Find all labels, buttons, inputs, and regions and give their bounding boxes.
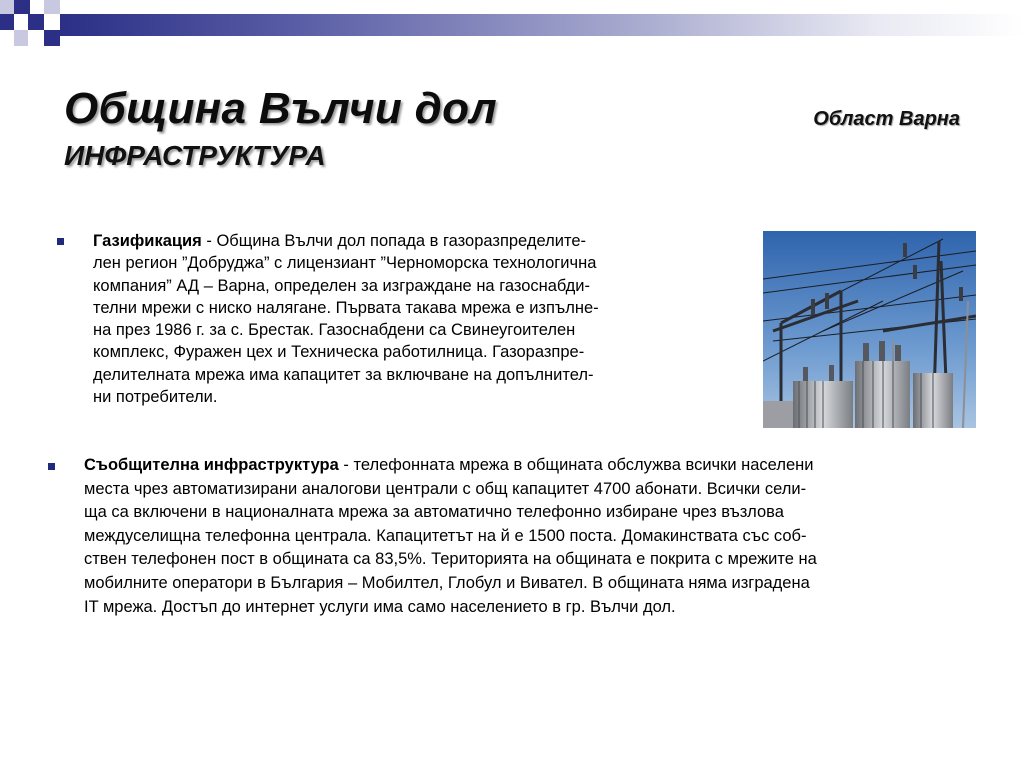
substation-photo bbox=[763, 231, 976, 428]
slide-title: Община Вълчи дол bbox=[64, 84, 497, 133]
telecom-text: телефонната мрежа в общината обслужва всички населени места чрез автоматизирани аналогови централи с общ капацитет 4700 абонати. Всички сели- ща са включени в националната мрежа за автоматично телефонно избиране чрез възлова междуселищна телефонна централа. Капацитетът на й е 1500 поста. Домакинствата със соб- ствен телефонен пост в общината са 83,5%. Територията на общината е покрита с мрежите на мобилните оператори в България – Мобилтел, Глобул и Вивател. В общината няма изградена IT мрежа. Достъп до интернет услуги има само населението в гр. Вълчи дол. bbox=[84, 456, 817, 616]
deco-square bbox=[0, 0, 14, 14]
deco-square bbox=[14, 0, 30, 14]
deco-square bbox=[14, 30, 28, 46]
deco-square bbox=[0, 14, 14, 30]
heading-separator: - bbox=[201, 232, 217, 250]
deco-square bbox=[44, 0, 60, 14]
gasification-paragraph bbox=[93, 230, 713, 408]
bullet-square-icon bbox=[57, 238, 64, 245]
telecom-heading: Съобщителна инфраструктура bbox=[84, 456, 339, 474]
header-decoration bbox=[0, 0, 1024, 48]
heading-separator: - bbox=[338, 456, 354, 474]
deco-square bbox=[28, 14, 44, 30]
gasification-text: Община Вълчи дол попада в газоразпределите- лен регион ”Добруджа” с лицензиант ”Черноморска технологична компания” АД – Варна, определен за изграждане на газоснабди- телни мрежи с ниско налягане. Първата такава мрежа е изпълне- на през 1986 г. за с. Брестак. Газоснабдени са Свинеугоителен комплекс, Фуражен цех и Техническа работилница. Газоразпре- делителната мрежа има капацитет за включване на допълнител- ни потребители. bbox=[93, 232, 599, 407]
header-gradient-bar bbox=[60, 14, 1024, 36]
region-label: Област Варна bbox=[813, 108, 960, 130]
slide-subtitle: ИНФРАСТРУКТУРА bbox=[64, 140, 326, 171]
telecom-paragraph bbox=[84, 454, 984, 619]
gasification-heading: Газификация bbox=[93, 232, 202, 250]
bullet-square-icon bbox=[48, 463, 55, 470]
deco-square bbox=[44, 30, 60, 46]
